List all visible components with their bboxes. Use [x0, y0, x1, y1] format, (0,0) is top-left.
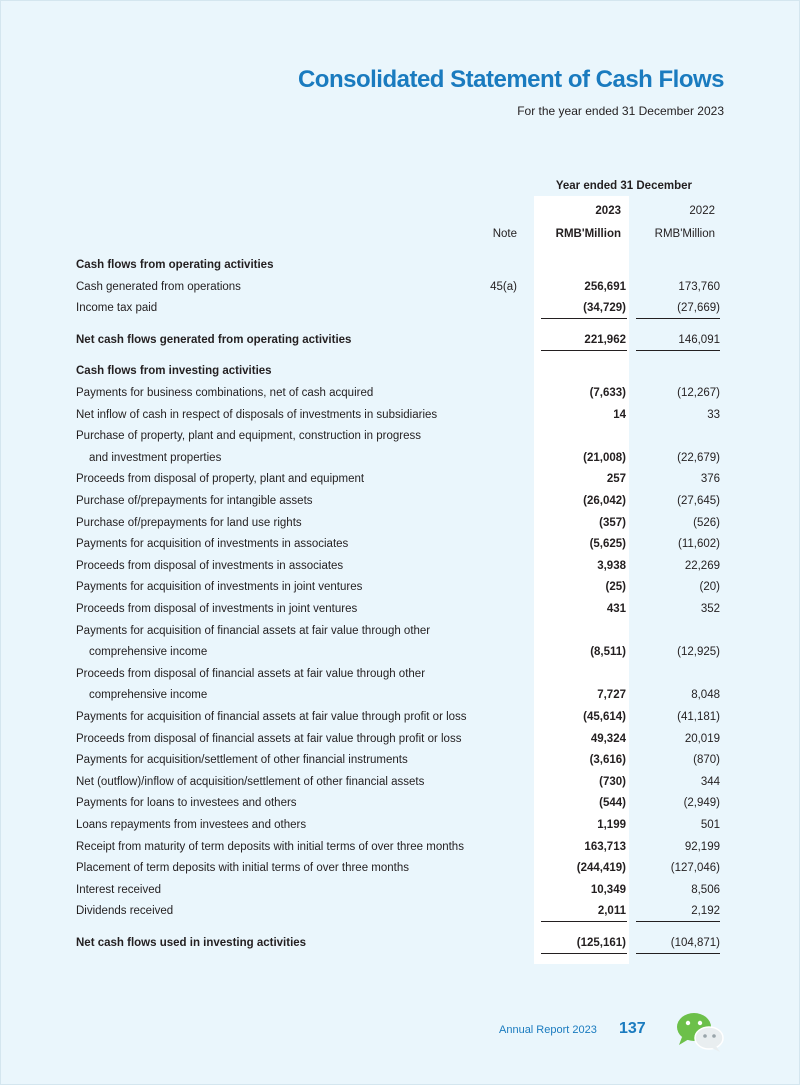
subtotal-rule-2022 [636, 953, 720, 954]
value-2022: (104,871) [670, 937, 720, 949]
value-2023: 7,727 [597, 689, 626, 702]
row-label: Receipt from maturity of term deposits with initial terms of over three months [76, 840, 464, 853]
row-label: Payments for acquisition of financial assets at fair value through other [76, 624, 431, 637]
row-label: Proceeds from disposal of property, plant and equipment [76, 473, 365, 486]
value-2023: 2,011 [597, 905, 626, 918]
row-label: Purchase of property, plant and equipment, construction in progress [76, 430, 421, 443]
table-row [0, 383, 800, 403]
value-2023: (7,633) [589, 387, 626, 399]
table-row [0, 405, 800, 425]
row-label: Cash flows from investing activities [76, 365, 272, 378]
table-row [0, 858, 800, 878]
table-row [0, 426, 800, 446]
row-label: Proceeds from disposal of investments in joint ventures [76, 603, 358, 615]
page-subtitle: For the year ended 31 December 2023 [517, 104, 724, 118]
column-header-2022: 2022 [689, 205, 715, 217]
value-2023: (244,419) [576, 862, 626, 875]
value-2023: 221,962 [584, 333, 626, 346]
value-2022: (870) [693, 754, 720, 767]
value-2022: 8,048 [691, 689, 720, 702]
column-header-2023: 2023 [595, 205, 621, 217]
section-row [0, 361, 800, 381]
table-row [0, 837, 800, 857]
subtotal-rule-2023 [541, 921, 627, 922]
row-label: Loans repayments from investees and others [76, 819, 307, 831]
value-2022: (12,267) [677, 387, 720, 399]
row-label: Purchase of/prepayments for intangible assets [76, 495, 313, 507]
section-row [0, 933, 800, 953]
value-2023: 1,199 [597, 819, 626, 831]
row-label: Net inflow of cash in respect of disposals of investments in subsidiaries [76, 408, 438, 421]
value-2023: 431 [606, 603, 626, 615]
value-2022: (2,949) [683, 797, 720, 810]
row-label: Payments for acquisition of investments in associates [76, 538, 349, 551]
value-2023: (544) [599, 797, 626, 810]
value-2022: 33 [707, 408, 720, 421]
row-label: Purchase of/prepayments for land use rights [76, 516, 302, 529]
value-2023: 257 [606, 473, 626, 486]
value-2022: 22,269 [684, 559, 720, 572]
value-2023: 3,938 [597, 559, 626, 572]
value-2022: 8,506 [691, 883, 720, 896]
value-2023: 49,324 [590, 732, 626, 745]
page-title: Consolidated Statement of Cash Flows [297, 66, 724, 93]
value-2022: 376 [700, 473, 720, 486]
value-2022: (11,602) [678, 538, 720, 551]
value-2022: (27,645) [677, 495, 720, 507]
row-label: comprehensive income [89, 689, 208, 702]
value-2023: 163,713 [584, 840, 626, 853]
value-2022: 92,199 [684, 840, 720, 853]
value-2022: (27,669) [677, 302, 720, 315]
table-row [0, 448, 800, 468]
value-2023: (3,616) [589, 754, 626, 767]
row-label: Cash generated from operations [76, 280, 241, 293]
table-row [0, 901, 800, 921]
row-label: Cash flows from operating activities [76, 259, 274, 271]
value-2022: 146,091 [678, 333, 720, 346]
row-label: Proceeds from disposal of financial assets at fair value through other [76, 667, 426, 680]
table-row [0, 664, 800, 684]
table-row [0, 277, 800, 297]
subtotal-rule-2023 [541, 350, 627, 351]
subtotal-rule-2022 [636, 318, 720, 319]
table-row [0, 642, 800, 662]
value-2022: 20,019 [684, 732, 720, 745]
page-number: 137 [619, 1020, 646, 1037]
value-2023: (25) [605, 581, 626, 594]
table-row [0, 793, 800, 813]
value-2022: (12,925) [677, 646, 720, 659]
table-row [0, 772, 800, 792]
subtotal-rule-2023 [541, 953, 627, 954]
table-row [0, 750, 800, 770]
value-2022: 344 [700, 775, 720, 788]
value-2023: (26,042) [583, 495, 626, 507]
value-2023: (34,729) [583, 302, 626, 315]
row-label: Net cash flows used in investing activities [76, 937, 307, 949]
value-2022: (526) [693, 516, 720, 529]
table-row [0, 599, 800, 619]
table-row [0, 298, 800, 318]
value-2022: 2,192 [691, 905, 720, 918]
table-row [0, 880, 800, 900]
value-2023: (125,161) [576, 937, 626, 949]
row-label: comprehensive income [89, 646, 208, 659]
row-note: 45(a) [490, 280, 517, 293]
table-row [0, 707, 800, 727]
table-row [0, 556, 800, 576]
row-label: Proceeds from disposal of investments in associates [76, 559, 344, 572]
value-2023: (730) [599, 775, 626, 788]
column-group-header: Year ended 31 December [555, 180, 692, 192]
row-label: Payments for business combinations, net of cash acquired [76, 387, 374, 399]
subtotal-rule-2022 [636, 350, 720, 351]
column-unit-2022: RMB'Million [654, 228, 715, 240]
value-2022: (41,181) [677, 711, 720, 723]
row-label: Dividends received [76, 905, 174, 918]
value-2022: 352 [700, 603, 720, 615]
table-row [0, 577, 800, 597]
row-label: Proceeds from disposal of financial assets at fair value through profit or loss [76, 732, 462, 745]
value-2023: (357) [599, 516, 626, 529]
column-unit-2023: RMB'Million [555, 228, 621, 240]
row-label: Payments for loans to investees and others [76, 797, 297, 810]
value-2022: 173,760 [678, 280, 720, 293]
row-label: Income tax paid [76, 302, 158, 315]
row-label: and investment properties [89, 451, 222, 464]
table-row [0, 685, 800, 705]
table-row [0, 534, 800, 554]
subtotal-rule-2022 [636, 921, 720, 922]
value-2022: (22,679) [677, 451, 720, 464]
table-row [0, 491, 800, 511]
table-row [0, 621, 800, 641]
row-label: Payments for acquisition of financial assets at fair value through profit or loss [76, 711, 467, 723]
table-row [0, 729, 800, 749]
value-2023: (21,008) [583, 451, 626, 464]
row-label: Interest received [76, 883, 162, 896]
row-label: Net cash flows generated from operating activities [76, 333, 352, 346]
section-row [0, 330, 800, 350]
value-2023: 256,691 [584, 280, 626, 293]
wechat-icon [674, 1010, 726, 1054]
value-2022: (127,046) [670, 862, 720, 875]
table-row [0, 469, 800, 489]
table-row [0, 513, 800, 533]
value-2022: 501 [700, 819, 720, 831]
value-2023: 14 [613, 408, 626, 421]
column-header-note: Note [492, 228, 517, 240]
row-label: Payments for acquisition/settlement of other financial instruments [76, 754, 408, 767]
value-2023: 10,349 [590, 883, 626, 896]
row-label: Net (outflow)/inflow of acquisition/settlement of other financial assets [76, 775, 425, 788]
row-label: Payments for acquisition of investments in joint ventures [76, 581, 363, 594]
footer-report-name: Annual Report 2023 [499, 1024, 597, 1036]
subtotal-rule-2023 [541, 318, 627, 319]
value-2023: (45,614) [583, 711, 626, 723]
table-row [0, 815, 800, 835]
value-2022: (20) [699, 581, 720, 594]
section-row [0, 255, 800, 275]
row-label: Placement of term deposits with initial terms of over three months [76, 862, 410, 875]
value-2023: (8,511) [590, 646, 626, 659]
value-2023: (5,625) [589, 538, 626, 551]
